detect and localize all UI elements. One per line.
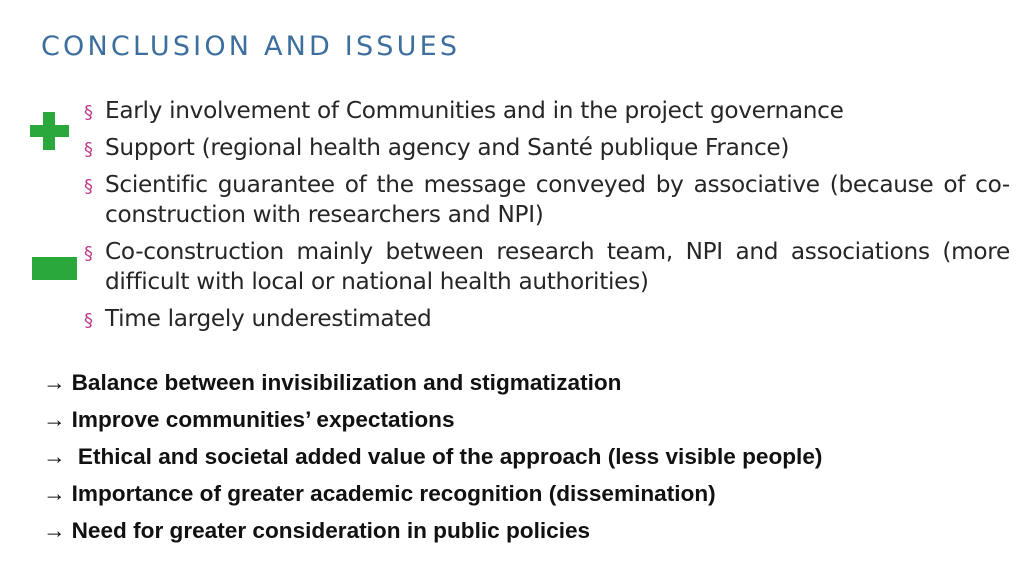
arrow-icon: → [43,481,66,506]
conclusion-list [43,364,1013,549]
conclusion-item [43,512,1013,549]
bullet-item [84,304,1010,334]
plus-icon [30,112,69,150]
arrow-icon: → [43,444,66,469]
conclusion-item [43,438,1013,475]
bullet-marker: § [84,243,93,264]
bullet-text: Time largely underestimated [105,305,432,332]
arrow-icon: → [43,407,66,432]
conclusion-item [43,364,1013,401]
arrow-icon: → [43,518,66,543]
bullet-item [84,96,1010,126]
bullet-item [84,133,1010,163]
bullet-marker: § [84,102,93,123]
conclusion-text: Balance between invisibilization and stigmatization [71,370,622,395]
bullet-text: Scientific guarantee of the message conveyed by associative (because of co-construction with researchers and NPI) [105,171,1010,228]
bullet-marker: § [84,176,93,197]
conclusion-text: Ethical and societal added value of the approach (less visible people) [71,444,823,469]
conclusion-item [43,475,1013,512]
bullet-item [84,237,1010,297]
conclusion-text: Need for greater consideration in public policies [71,518,591,543]
slide-title: CONCLUSION AND ISSUES [41,31,461,62]
bullet-text: Co-construction mainly between research team, NPI and associations (more difficult with local or national health authorities) [105,238,1010,295]
bullet-marker: § [84,310,93,331]
arrow-icon: → [43,370,66,395]
bullet-list [84,96,1010,341]
minus-icon [32,257,77,280]
bullet-text: Early involvement of Communities and in the project governance [105,97,844,124]
bullet-text: Support (regional health agency and Santé publique France) [105,134,790,161]
plus-icon-vertical-bar [43,112,55,150]
bullet-marker: § [84,139,93,160]
conclusion-item [43,401,1013,438]
conclusion-text: Importance of greater academic recognition (dissemination) [71,481,716,506]
bullet-item [84,170,1010,230]
conclusion-text: Improve communities’ expectations [71,407,455,432]
